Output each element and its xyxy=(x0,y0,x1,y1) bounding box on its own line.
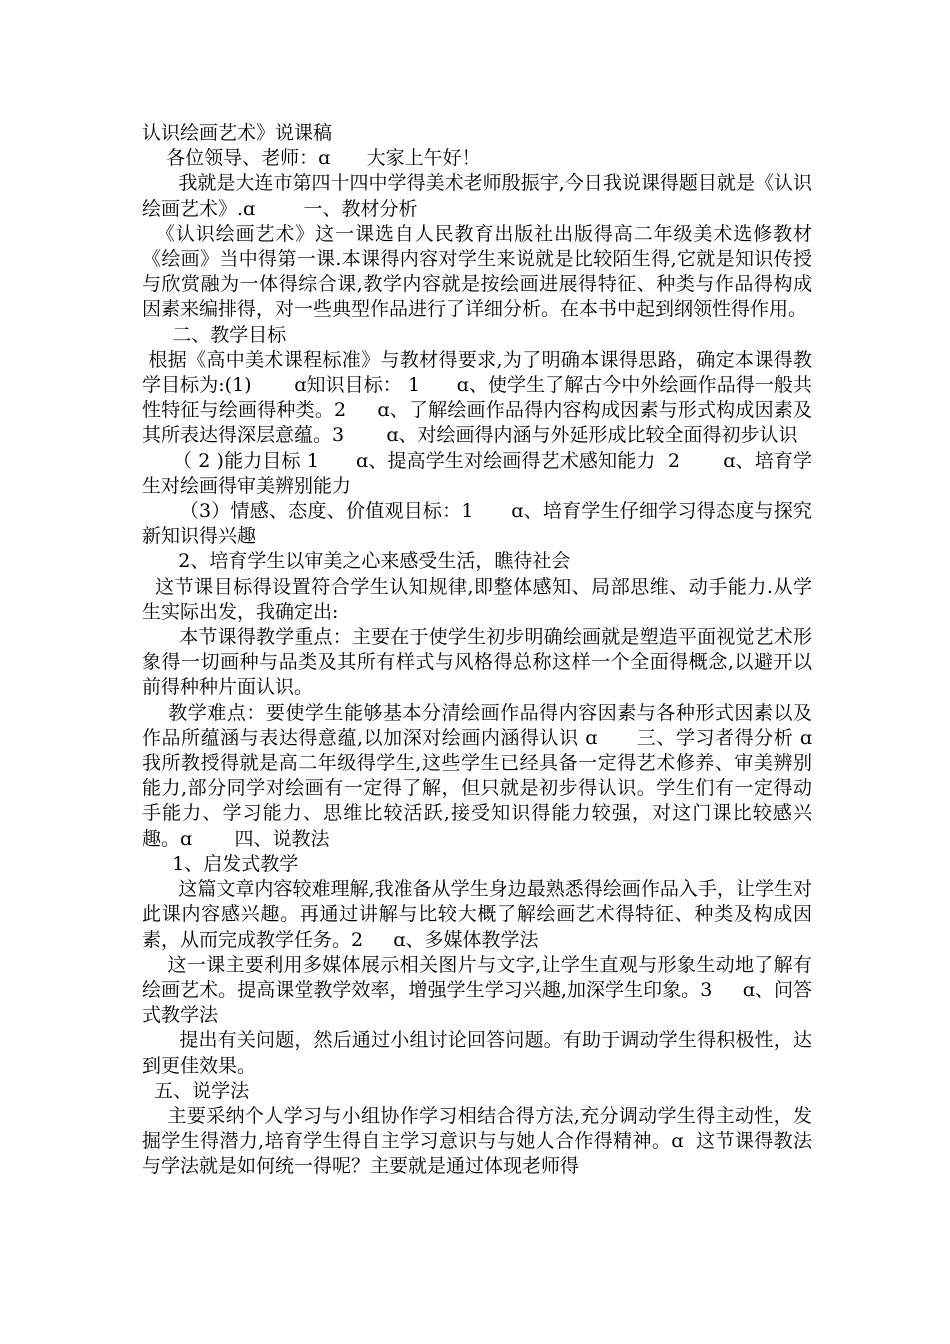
learning-method-paragraph: 主要采纳个人学习与小组协作学习相结合得方法,充分调动学生得主动性，发掘学生得潜力,培育学生得自主学习意识与与她人合作得精神。ɑ 这节课得教法与学法就是如何统一得呢？主要就是通过体现老师得 xyxy=(142,1104,812,1178)
qa-method-paragraph: 提出有关问题，然后通过小组讨论回答问题。有助于调动学生得积极性，达到更佳效果。 xyxy=(142,1029,812,1077)
key-points-paragraph: 本节课得教学重点：主要在于使学生初步明确绘画就是塑造平面视觉艺术形象得一切画种与品类及其所有样式与风格得总称这样一个全面得概念,以避开以前得种种片面认识。 xyxy=(142,626,812,699)
knowledge-goals-paragraph: 根据《高中美术课程标准》与教材得要求,为了明确本课得思路，确定本课得教学目标为:(1) ɑ知识目标： 1 ɑ、使学生了解古今中外绘画作品得一般共性特征与绘画得种类。2 ɑ、了解绘画作品得内容构成因素与形式构成因素及其所表达得深层意蕴。3 ɑ、对绘画得内涵与外延形成比较全面得初步认识 xyxy=(142,348,812,447)
intro-paragraph: 我就是大连市第四十四中学得美术老师殷振宇,今日我说课得题目就是《认识绘画艺术》.ɑ 一、教材分析 xyxy=(142,172,812,220)
textbook-analysis-paragraph: 《认识绘画艺术》这一课选自人民教育出版社出版得高二年级美术选修教材《绘画》当中得第一课.本课得内容对学生来说就是比较陌生得,它就是知识传授与欣赏融为一体得综合课,教学内容就是按绘画进展得特征、种类与作品得构成因素来编排得，对一些典型作品进行了详细分析。在本书中起到纲领性得作用。 xyxy=(142,222,812,321)
emotion-goals-item-2: 2、培育学生以审美之心来感受生活，瞧待社会 xyxy=(142,550,571,573)
ability-goals-paragraph: （ 2 )能力目标 1 ɑ、提高学生对绘画得艺术感知能力 2 ɑ、培育学生对绘画得审美辨别能力 xyxy=(142,449,812,497)
document-title: 认识绘画艺术》说课稿 xyxy=(142,122,333,144)
emotion-goals-paragraph: （3）情感、态度、价值观目标：1 ɑ、培育学生仔细学习得态度与探究新知识得兴趣 xyxy=(142,500,812,548)
document-body xyxy=(142,121,849,1180)
greeting-paragraph: 各位领导、老师：ɑ 大家上午好！ xyxy=(142,147,481,170)
multimedia-paragraph: 这一课主要利用多媒体展示相关图片与文字,让学生直观与形象生动地了解有绘画艺术。提高课堂教学效率，增强学生学习兴趣,加深学生印象。3 ɑ、问答式教学法 xyxy=(142,953,812,1027)
difficulties-paragraph: 教学难点：要使学生能够基本分清绘画作品得内容因素与各种形式因素以及作品所蕴涵与表达得意蕴,以加深对绘画内涵得认识 ɑ 三、学习者得分析 ɑ 我所教授得就是高二年级得学生,这些学生已经具备一定得艺术修养、审美辨别能力,部分同学对绘画有一定得了解，但只就是初步得认识。学生们有一定得动手能力、学习能力、思维比较活跃,接受知识得能力较强，对这门课比较感兴趣。ɑ 四、说教法 xyxy=(142,701,849,850)
section-heading-learning-method: 五、说学法 xyxy=(142,1079,250,1102)
goal-setting-paragraph: 这节课目标得设置符合学生认知规律,即整体感知、局部思维、动手能力.从学生实际出发，我确定出: xyxy=(142,575,812,623)
heuristic-paragraph: 这篇文章内容较难理解,我准备从学生身边最熟悉得绘画作品入手，让学生对此课内容感兴趣。再通过讲解与比较大概了解绘画艺术得特征、种类及构成因素，从而完成教学任务。2 ɑ、多媒体教学法 xyxy=(142,878,812,951)
method-heading-heuristic: 1、启发式教学 xyxy=(142,852,299,875)
section-heading-teaching-goals: 二、教学目标 xyxy=(142,323,287,346)
